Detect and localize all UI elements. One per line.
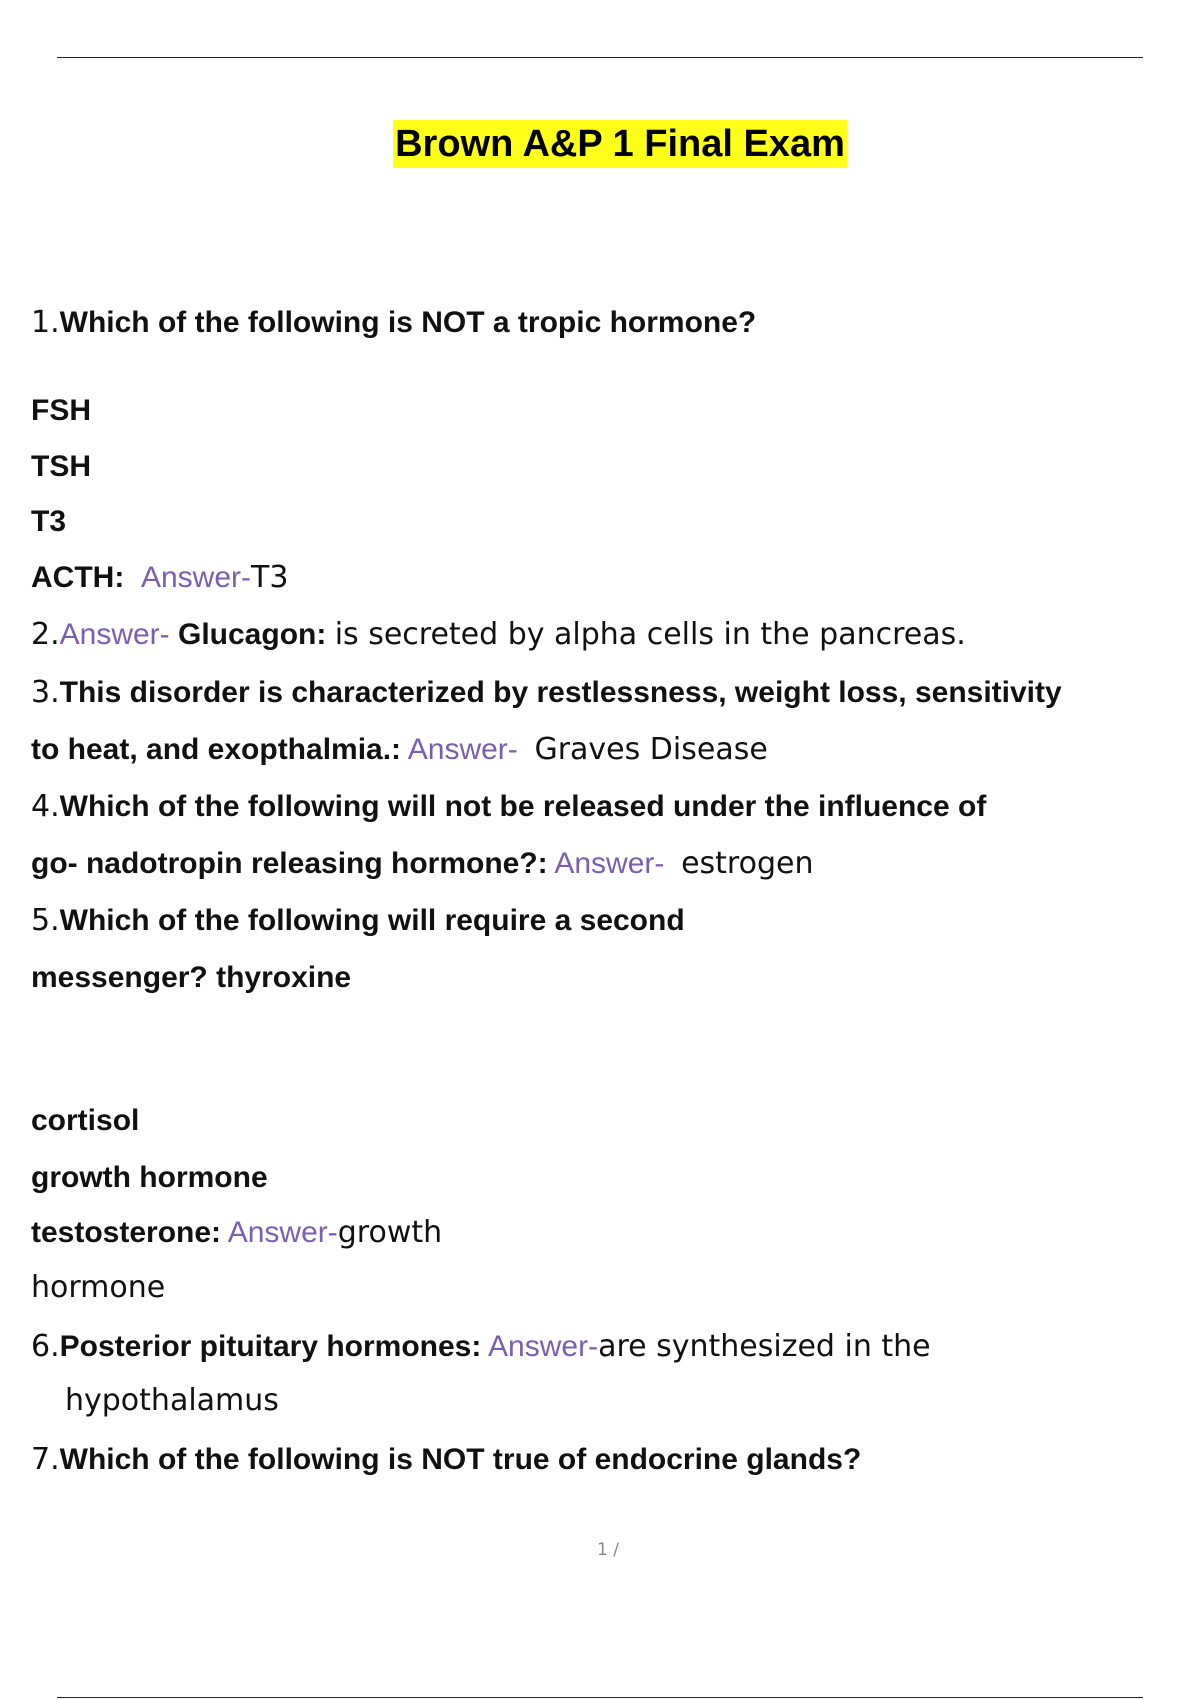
answer-text: T3	[251, 560, 289, 595]
answer-text: are synthesized in the	[598, 1329, 931, 1364]
option: FSH	[31, 394, 91, 427]
page-number: 1 /	[597, 1540, 619, 1560]
question-1	[31, 303, 756, 343]
question-number: 4.	[31, 789, 60, 824]
option: growth hormone	[31, 1161, 268, 1194]
question-4	[31, 787, 986, 827]
option: T3	[31, 505, 67, 538]
question-number: 2.	[31, 617, 60, 652]
answer-line	[31, 844, 813, 884]
term: Posterior pituitary hormones:	[59, 1330, 482, 1363]
option: TSH	[31, 450, 91, 483]
question-5	[31, 901, 685, 941]
question-2	[31, 615, 966, 655]
question-number: 7.	[31, 1442, 60, 1477]
answer-label: Answer-	[59, 618, 170, 651]
answer-text: hypothalamus	[65, 1383, 279, 1418]
question-number: 5.	[31, 903, 60, 938]
option: ACTH:	[31, 561, 125, 594]
header-rule	[57, 57, 1143, 58]
document-title: Brown A&P 1 Final Exam	[393, 120, 847, 168]
answer-line	[31, 558, 288, 598]
answer-label: Answer-	[227, 1216, 338, 1249]
answer-label: Answer-	[407, 733, 518, 766]
answer-label: Answer-	[140, 561, 252, 594]
question-text: Which of the following will require a second	[59, 904, 685, 937]
title-container	[0, 120, 1200, 168]
question-number: 1.	[31, 305, 60, 340]
question-text: Which of the following is NOT a tropic hormone?	[59, 306, 757, 339]
question-text: go- nadotropin releasing hormone?:	[31, 847, 548, 880]
answer-label: Answer-	[554, 847, 665, 880]
answer-text: growth	[337, 1215, 443, 1250]
question-7	[31, 1440, 861, 1480]
answer-label: Answer-	[488, 1330, 599, 1363]
answer-text: hormone	[31, 1270, 166, 1305]
answer-line	[31, 730, 768, 770]
option: testosterone:	[31, 1216, 222, 1249]
answer-text: Graves Disease	[534, 732, 768, 767]
question-text: to heat, and exopthalmia.:	[31, 733, 402, 766]
question-number: 3.	[31, 675, 60, 710]
question-number: 6.	[31, 1329, 60, 1364]
answer-line	[31, 1213, 442, 1253]
answer-text: estrogen	[681, 846, 814, 881]
term: Glucagon:	[178, 618, 327, 651]
question-text: Which of the following is NOT true of endocrine glands?	[59, 1443, 862, 1476]
option: cortisol	[31, 1104, 140, 1137]
question-text: Which of the following will not be released under the influence of	[59, 790, 987, 823]
question-text: messenger? thyroxine	[31, 961, 352, 994]
question-6	[31, 1327, 931, 1367]
answer-text: is secreted by alpha cells in the pancreas.	[334, 617, 966, 652]
question-text: This disorder is characterized by restlessness, weight loss, sensitivity	[59, 676, 1062, 709]
footer-rule	[57, 1697, 1143, 1698]
question-3	[31, 673, 1062, 713]
